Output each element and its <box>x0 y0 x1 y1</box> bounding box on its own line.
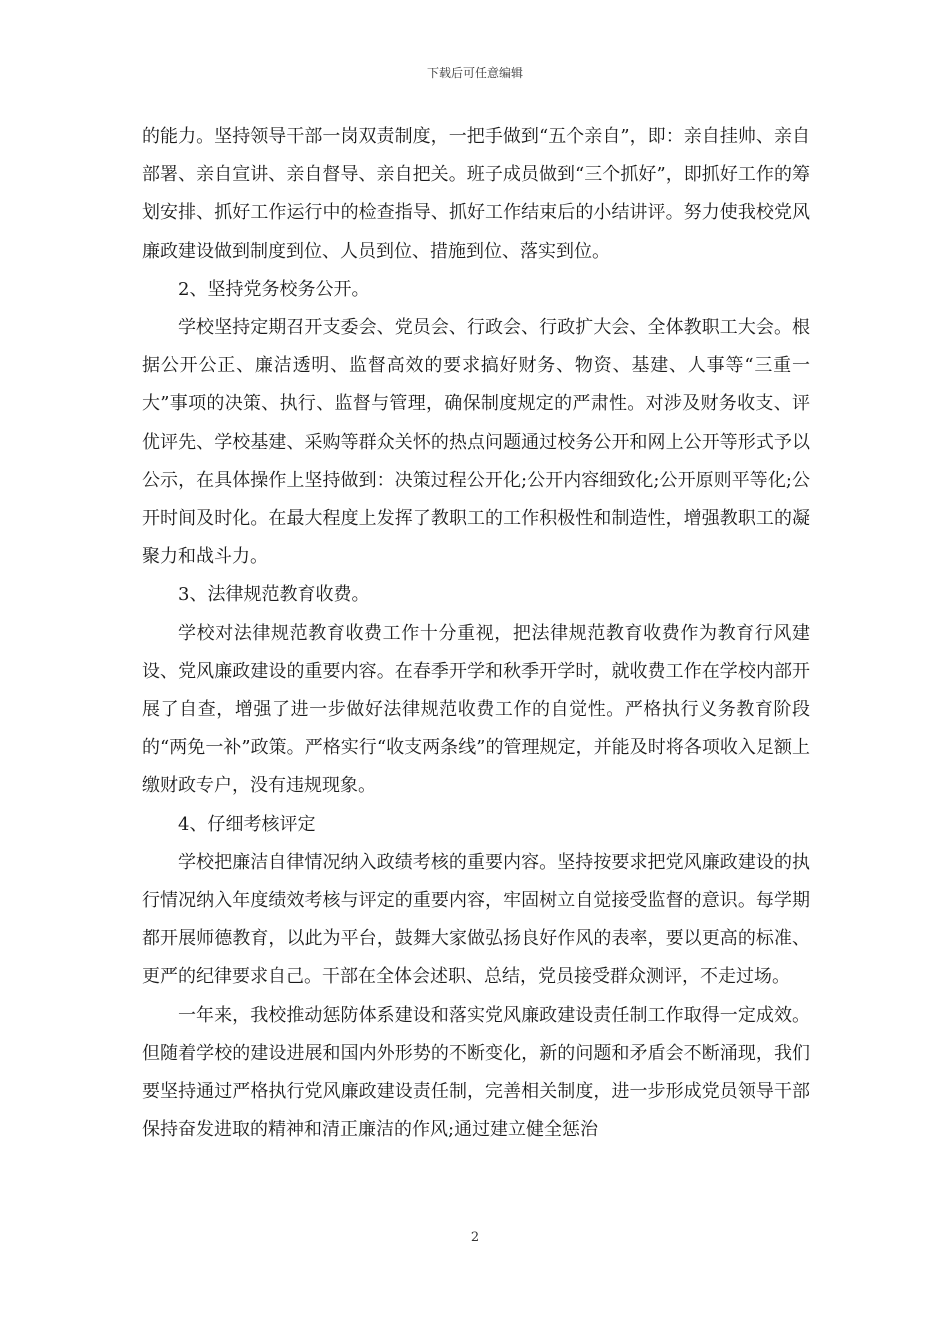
paragraph: 学校坚持定期召开支委会、党员会、行政会、行政扩大会、全体教职工大会。根据公开公正、廉洁透明、监督高效的要求搞好财务、物资、基建、人事等“三重一大”事项的决策、执行、监督与管理，确保制度规定的严肃性。对涉及财务收支、评优评先、学校基建、采购等群众关怀的热点问题通过校务公开和网上公开等形式予以公示，在具体操作上坚持做到：决策过程公开化;公开内容细致化;公开原则平等化;公开时间及时化。在最大程度上发挥了教职工的工作积极性和制造性，增强教职工的凝聚力和战斗力。 <box>142 317 810 568</box>
section-heading: 3、法律规范教育收费。 <box>178 584 370 606</box>
paragraph: 学校把廉洁自律情况纳入政绩考核的重要内容。坚持按要求把党风廉政建设的执行情况纳入年度绩效考核与评定的重要内容，牢固树立自觉接受监督的意识。每学期都开展师德教育，以此为平台，鼓舞大家做弘扬良好作风的表率，要以更高的标准、更严的纪律要求自己。干部在全体会述职、总结，党员接受群众测评，不走过场。 <box>142 851 810 988</box>
document-body <box>142 118 810 1149</box>
section-heading: 4、仔细考核评定 <box>178 813 316 835</box>
paragraph: 一年来，我校推动惩防体系建设和落实党风廉政建设责任制工作取得一定成效。但随着学校的建设进展和国内外形势的不断变化，新的问题和矛盾会不断涌现，我们要坚持通过严格执行党风廉政建设责任制，完善相关制度，进一步形成党员领导干部保持奋发进取的精神和清正廉洁的作风;通过建立健全惩治 <box>142 1004 810 1141</box>
paragraph: 的能力。坚持领导干部一岗双责制度，一把手做到“五个亲自”，即：亲自挂帅、亲自部署、亲自宣讲、亲自督导、亲自把关。班子成员做到“三个抓好”，即抓好工作的筹划安排、抓好工作运行中的检查指导、抓好工作结束后的小结讲评。努力使我校党风廉政建设做到制度到位、人员到位、措施到位、落实到位。 <box>142 126 810 262</box>
page-header: 下载后可任意编辑 <box>426 66 523 80</box>
section-heading: 2、坚持党务校务公开。 <box>178 278 370 300</box>
paragraph: 学校对法律规范教育收费工作十分重视，把法律规范教育收费作为教育行风建设、党风廉政建设的重要内容。在春季开学和秋季开学时，就收费工作在学校内部开展了自查，增强了进一步做好法律规范收费工作的自觉性。严格执行义务教育阶段的“两免一补”政策。严格实行“收支两条线”的管理规定，并能及时将各项收入足额上缴财政专户，没有违规现象。 <box>142 622 810 797</box>
page-number: 2 <box>470 1230 480 1245</box>
